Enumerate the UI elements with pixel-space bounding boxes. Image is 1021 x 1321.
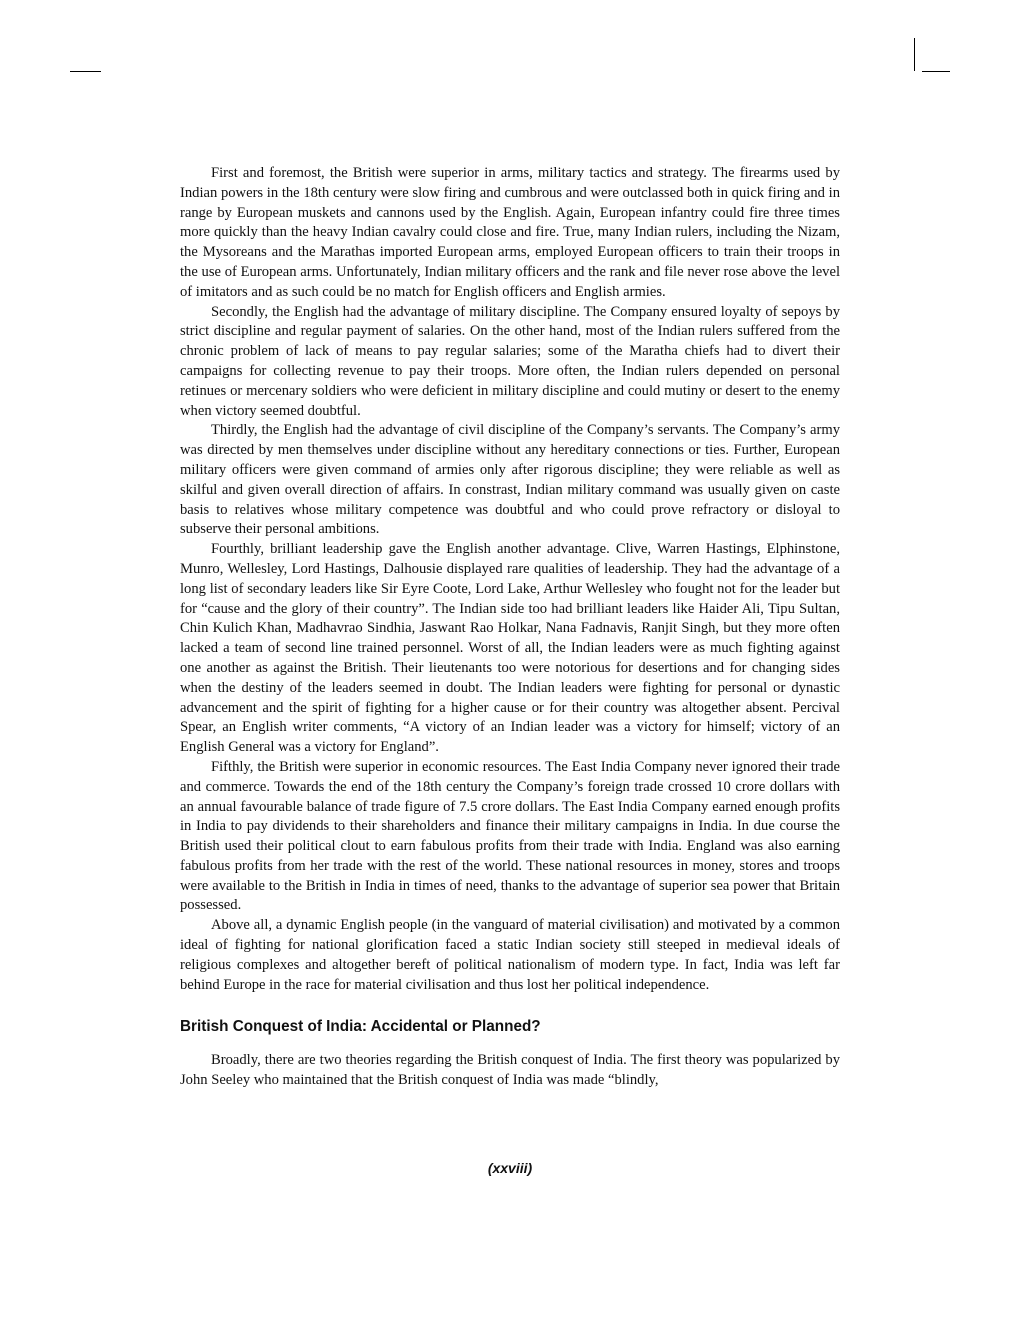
- paragraph-above-all: Above all, a dynamic English people (in the vanguard of material civilisation) and motivated by a common ideal of fighting for national glorification faced a static Indian society still steeped in medieval ideals of religious complexes and altogether bereft of political nationalism of modern type. In fact, India was left far behind Europe in the race for material civilisation and thus lost her political independence.: [180, 917, 840, 993]
- paragraph-two-theories: Broadly, there are two theories regarding the British conquest of India. The first theory was popularized by John Seeley who maintained that the British conquest of India was made “blindly,: [180, 1052, 840, 1089]
- paragraph-arms: First and foremost, the British were superior in arms, military tactics and strategy. The firearms used by Indian powers in the 18th century were slow firing and cumbrous and were outclassed both in quick firing and in range by European muskets and cannons used by the English. Again, European infantry could fire three times more quickly than the heavy Indian cavalry could close and fire. True, many Indian rulers, including the Nizam, the Mysoreans and the Marathas imported European arms, employed European officers to train their troops in the use of European arms. Unfortunately, Indian military officers and the rank and file never rose above the level of imitators and as such could be no match for English officers and English armies.: [180, 165, 840, 300]
- crop-mark-right-horizontal: [922, 71, 950, 72]
- section-heading: British Conquest of India: Accidental or Planned?: [180, 1018, 541, 1036]
- crop-mark-right-vertical: [914, 38, 915, 71]
- paragraph-economic-resources: Fifthly, the British were superior in economic resources. The East India Company never ignored their trade and commerce. Towards the end of the 18th century the Company’s foreign trade crossed 10 crore dollars with an annual favourable balance of trade figure of 7.5 crore dollars. The East India Company earned enough profits in India to pay dividends to their shareholders and finance their military campaigns in India. In due course the British used their political clout to earn fabulous profits from their trade with India. England was also earning fabulous profits from her trade with the rest of the world. These national resources in money, stores and troops were available to the British in India in times of need, thanks to the advantage of superior sea power that Britain possessed.: [180, 758, 840, 914]
- crop-mark-left: [70, 71, 101, 72]
- body-text: [180, 164, 840, 1091]
- paragraph-civil-discipline: Thirdly, the English had the advantage of civil discipline of the Company’s servants. The Company’s army was directed by men themselves under discipline without any hereditary connections or ties. Further, European military officers were given command of armies only after rigorous discipline; they were reliable as well as skilful and given overall direction of affairs. In constrast, Indian military command was usually given on caste basis to relatives whose military competence was doubtful and who could prove refractory or disloyal to subserve their personal ambitions.: [180, 422, 840, 538]
- paragraph-leadership: Fourthly, brilliant leadership gave the English another advantage. Clive, Warren Hastings, Elphinstone, Munro, Wellesley, Lord Hastings, Dalhousie displayed rare qualities of leadership. They had the advantage of a long list of secondary leaders like Sir Eyre Coote, Lord Lake, Arthur Wellesley who fought not for the leader but for “cause and the glory of their country”. The Indian side too had brilliant leaders like Haider Ali, Tipu Sultan, Chin Kulich Khan, Madhavrao Sindhia, Jaswant Rao Holkar, Nana Fadnavis, Ranjit Singh, but they more often lacked a team of second line trained personnel. Worst of all, the Indian leaders were as much fighting against one another as against the British. Their lieutenants too were notorious for desertions and for changing sides when the destiny of the leaders seemed in doubt. The Indian leaders were fighting for personal or dynastic advancement and the spirit of fighting for a higher cause or for their country was altogether absent. Percival Spear, an English writer comments, “A victory of an Indian leader was a victory for himself; victory of an English General was a victory for England”.: [180, 541, 840, 756]
- page-number: (xxviii): [487, 1160, 533, 1176]
- paragraph-military-discipline: Secondly, the English had the advantage of military discipline. The Company ensured loyalty of sepoys by strict discipline and regular payment of salaries. On the other hand, most of the Indian rulers suffered from the chronic problem of lack of means to pay regular salaries; some of the Maratha chiefs had to divert their campaigns for collecting revenue to pay their troops. More often, the Indian rulers depended on personal retinues or mercenary soldiers who were deficient in military discipline and could mutiny or desert to the enemy when victory seemed doubtful.: [180, 303, 840, 419]
